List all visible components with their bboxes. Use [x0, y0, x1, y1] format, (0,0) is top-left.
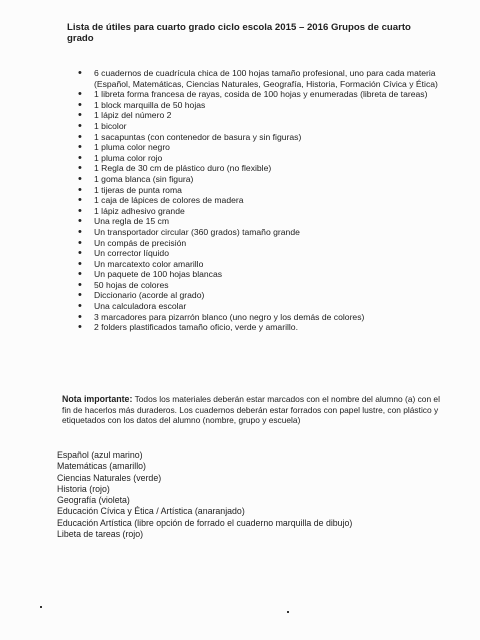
- list-item: • 6 cuadernos de cuadrícula chica de 100 hojas tamaño profesional, uno para cada materia (Español, Matemáticas, Ciencias Naturales, Geografía, Historia, Formación Cívica y Ética): [78, 68, 450, 89]
- subject-item: Libeta de tareas (rojo): [57, 529, 144, 540]
- list-item: • 1 goma blanca (sin figura): [78, 174, 450, 185]
- subject-item: Español (azul marino): [57, 450, 143, 460]
- subject-item: Ciencias Naturales (verde): [57, 472, 162, 483]
- list-item: • 1 tijeras de punta roma: [78, 185, 450, 196]
- list-item: • Diccionario (acorde al grado): [78, 290, 450, 301]
- subject-item: Matemáticas (amarillo): [57, 461, 146, 472]
- list-item: • Una regla de 15 cm: [78, 216, 450, 227]
- subject-item: Educación Artística (libre opción de forrado el cuaderno marquilla de dibujo): [57, 517, 353, 528]
- subject-item: Historia (rojo): [57, 483, 110, 494]
- list-item: • 1 libreta forma francesa de rayas, cosida de 100 hojas y enumeradas (libreta de tareas): [78, 89, 450, 100]
- list-item: • 1 lápiz del número 2: [78, 110, 450, 121]
- subject-item: Educación Cívica y Ética / Artística (anaranjado): [57, 506, 245, 517]
- note-label: Nota importante:: [62, 394, 133, 404]
- list-item: • 1 bicolor: [78, 121, 450, 132]
- note-text: Todos los materiales deberán estar marcados con el nombre del alumno (a) con el fin de hacerlos más duraderos. Los cuadernos deberán estar forrados con papel lustre, con plástico y etiquetados con los datos del alumno (nombre, grupo y escuela): [62, 394, 440, 426]
- list-item: • 1 pluma color negro: [78, 142, 450, 153]
- list-item: • Un paquete de 100 hojas blancas: [78, 269, 450, 280]
- list-item: • 1 lápiz adhesivo grande: [78, 206, 450, 217]
- list-item: • 1 pluma color rojo: [78, 153, 450, 164]
- list-item: • 50 hojas de colores: [78, 280, 450, 291]
- list-item: • Un compás de precisión: [78, 238, 450, 249]
- page-title: Lista de útiles para cuarto grado ciclo escola 2015 – 2016 Grupos de cuarto grado: [67, 22, 411, 44]
- list-item: • Un corrector líquido: [78, 248, 450, 259]
- subject-item: Geografía (violeta): [57, 495, 130, 506]
- supply-list: [78, 68, 450, 333]
- list-item: • 1 Regla de 30 cm de plástico duro (no flexible): [78, 163, 450, 174]
- list-item: • 1 sacapuntas (con contenedor de basura y sin figuras): [78, 132, 450, 143]
- scan-speck: [40, 606, 42, 608]
- list-item: • 3 marcadores para pizarrón blanco (uno negro y los demás de colores): [78, 312, 450, 323]
- list-item: • 2 folders plastificados tamaño oficio, verde y amarillo.: [78, 322, 450, 333]
- scan-speck: [287, 611, 289, 613]
- list-item: • Un marcatexto color amarillo: [78, 259, 450, 270]
- subject-color-list: [57, 450, 437, 540]
- list-item: • Una calculadora escolar: [78, 301, 450, 312]
- important-note: [62, 394, 447, 426]
- list-item: • Un transportador circular (360 grados) tamaño grande: [78, 227, 450, 238]
- list-item: • 1 caja de lápices de colores de madera: [78, 195, 450, 206]
- list-item: • 1 block marquilla de 50 hojas: [78, 100, 450, 111]
